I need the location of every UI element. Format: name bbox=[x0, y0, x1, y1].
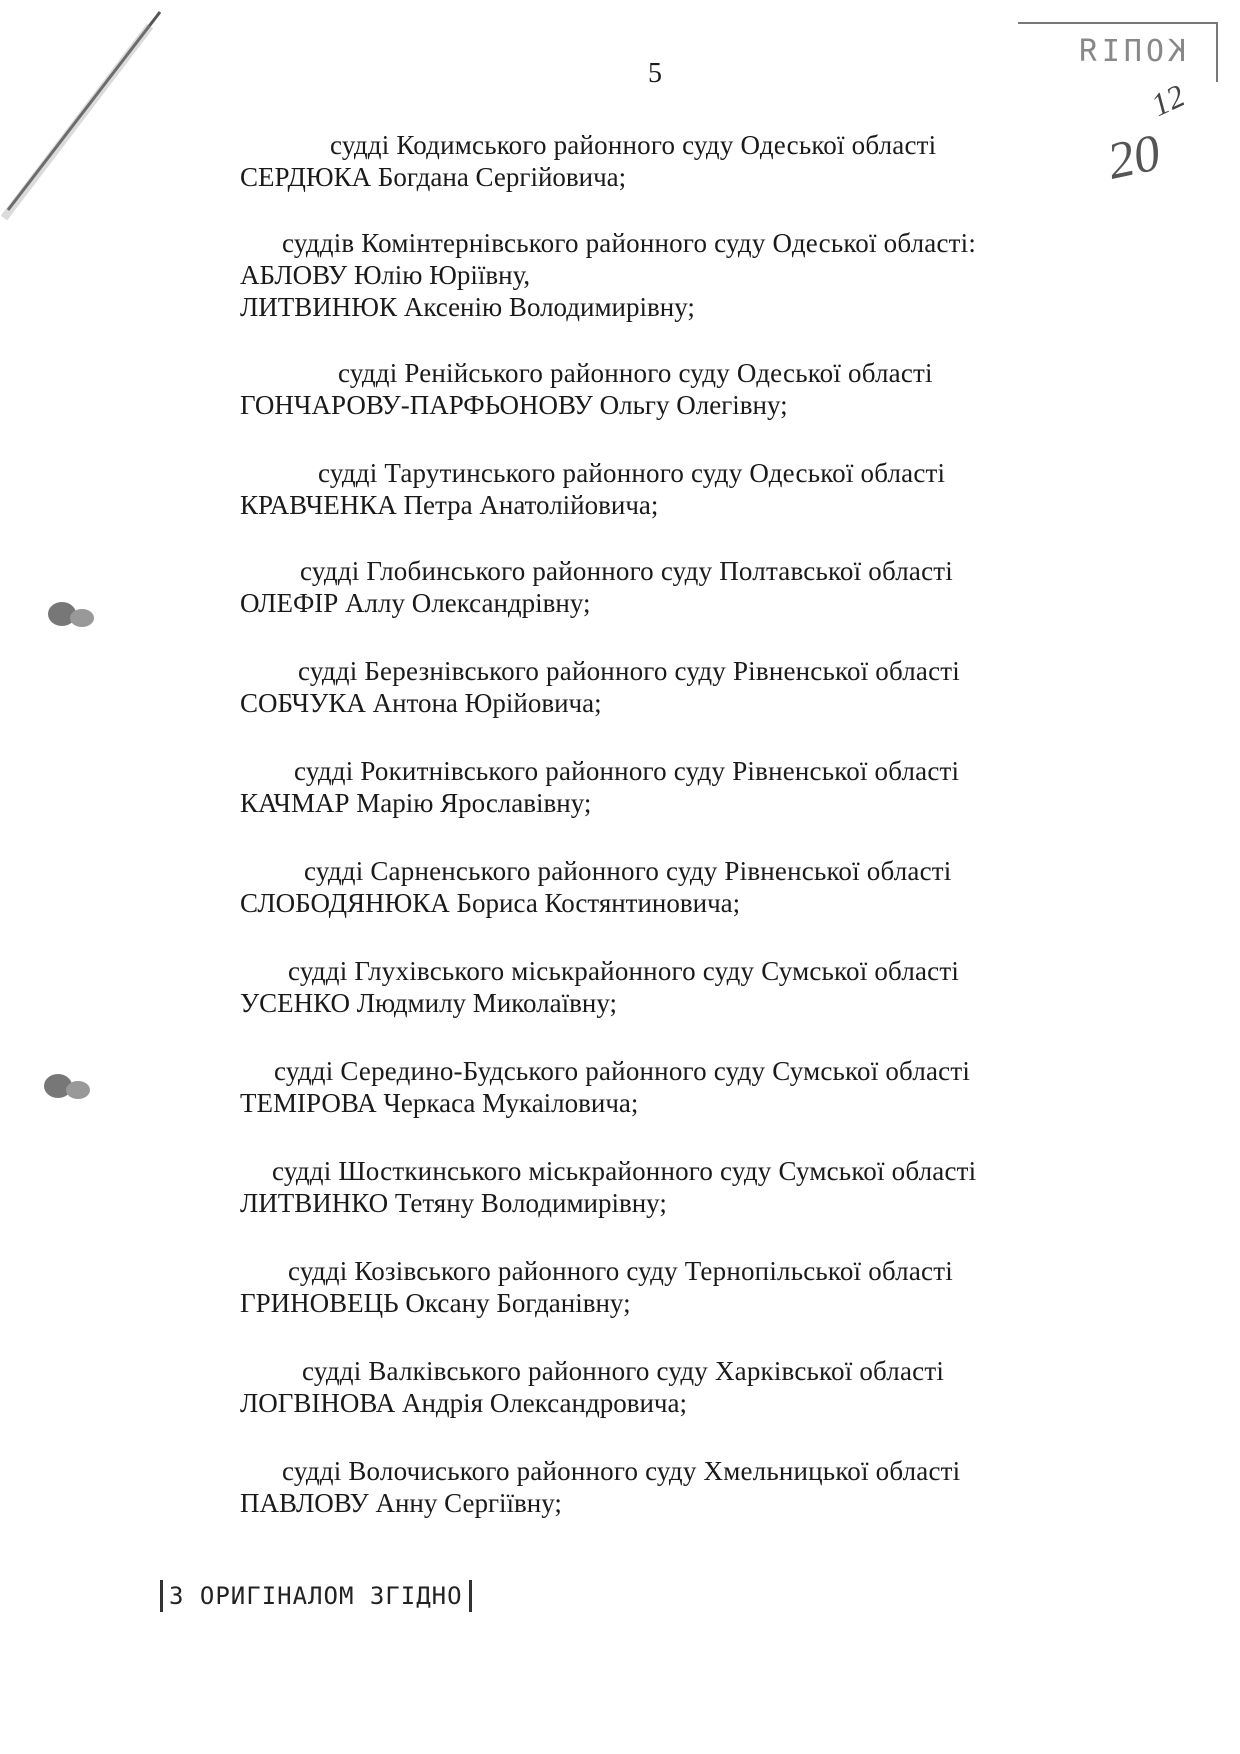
punch-hole-mark bbox=[40, 1068, 96, 1104]
court-line: судді Ренійського районного суду Одеської області bbox=[338, 358, 933, 388]
court-line: судді Волочиського районного суду Хмельницької області bbox=[282, 1456, 961, 1486]
copy-stamp: КОПІЯ bbox=[1018, 22, 1218, 82]
judge-name: СЛОБОДЯНЮКА Бориса Костянтиновича; bbox=[240, 888, 741, 918]
judge-name: ТЕМІРОВА Черкаса Мукаіловича; bbox=[240, 1088, 639, 1118]
court-line: судді Козівського районного суду Тернопільської області bbox=[288, 1256, 953, 1286]
court-line: суддів Комінтернівського районного суду Одеської області: bbox=[282, 228, 977, 258]
judge-name: ПАВЛОВУ Анну Сергіївну; bbox=[240, 1488, 562, 1518]
court-line: судді Березнівського районного суду Рівненської області bbox=[298, 656, 961, 686]
judge-name: УСЕНКО Людмилу Миколаївну; bbox=[240, 988, 617, 1018]
diagonal-scan-mark bbox=[0, 0, 170, 230]
judge-name: ГОНЧАРОВУ-ПАРФЬОНОВУ Ольгу Олегівну; bbox=[240, 390, 788, 420]
judge-name: КРАВЧЕНКА Петра Анатолійовича; bbox=[240, 490, 659, 520]
judge-name: КАЧМАР Марію Ярославівну; bbox=[240, 788, 592, 818]
judge-name: ЛОГВІНОВА Андрія Олександровича; bbox=[240, 1388, 687, 1418]
court-line: судді Сарненського районного суду Рівненської області bbox=[304, 856, 952, 886]
punch-hole-mark bbox=[44, 596, 100, 632]
court-line: судді Глухівського міськрайонного суду Сумської області bbox=[288, 956, 960, 986]
judge-name: ГРИНОВЕЦЬ Оксану Богданівну; bbox=[240, 1288, 631, 1318]
judge-name: ЛИТВИНКО Тетяну Володимирівну; bbox=[240, 1188, 667, 1218]
judge-name: ОЛЕФІР Аллу Олександрівну; bbox=[240, 588, 591, 618]
handwritten-note-20: 20 bbox=[1102, 124, 1166, 191]
judge-name: ЛИТВИНЮК Аксенію Володимирівну; bbox=[240, 292, 695, 322]
judge-name: АБЛОВУ Юлію Юріївну, bbox=[240, 260, 531, 290]
judge-name: СОБЧУКА Антона Юрійовича; bbox=[240, 688, 602, 718]
original-certification-stamp: З ОРИГІНАЛОМ ЗГІДНО bbox=[160, 1580, 472, 1612]
court-line: судді Тарутинського районного суду Одеської області bbox=[318, 458, 946, 488]
court-line: судді Кодимського районного суду Одеської області bbox=[330, 130, 937, 160]
judge-name: СЕРДЮКА Богдана Сергійовича; bbox=[240, 162, 627, 192]
handwritten-note-12: 12 bbox=[1145, 76, 1190, 124]
page-number: 5 bbox=[648, 58, 662, 89]
court-line: судді Валківського районного суду Харківської області bbox=[302, 1356, 945, 1386]
court-line: судді Шосткинського міськрайонного суду Сумської області bbox=[272, 1156, 977, 1186]
court-line: судді Глобинського районного суду Полтавської області bbox=[300, 556, 953, 586]
court-line: судді Рокитнівського районного суду Рівненської області bbox=[294, 756, 960, 786]
court-line: судді Середино-Будського районного суду Сумської області bbox=[274, 1056, 971, 1086]
